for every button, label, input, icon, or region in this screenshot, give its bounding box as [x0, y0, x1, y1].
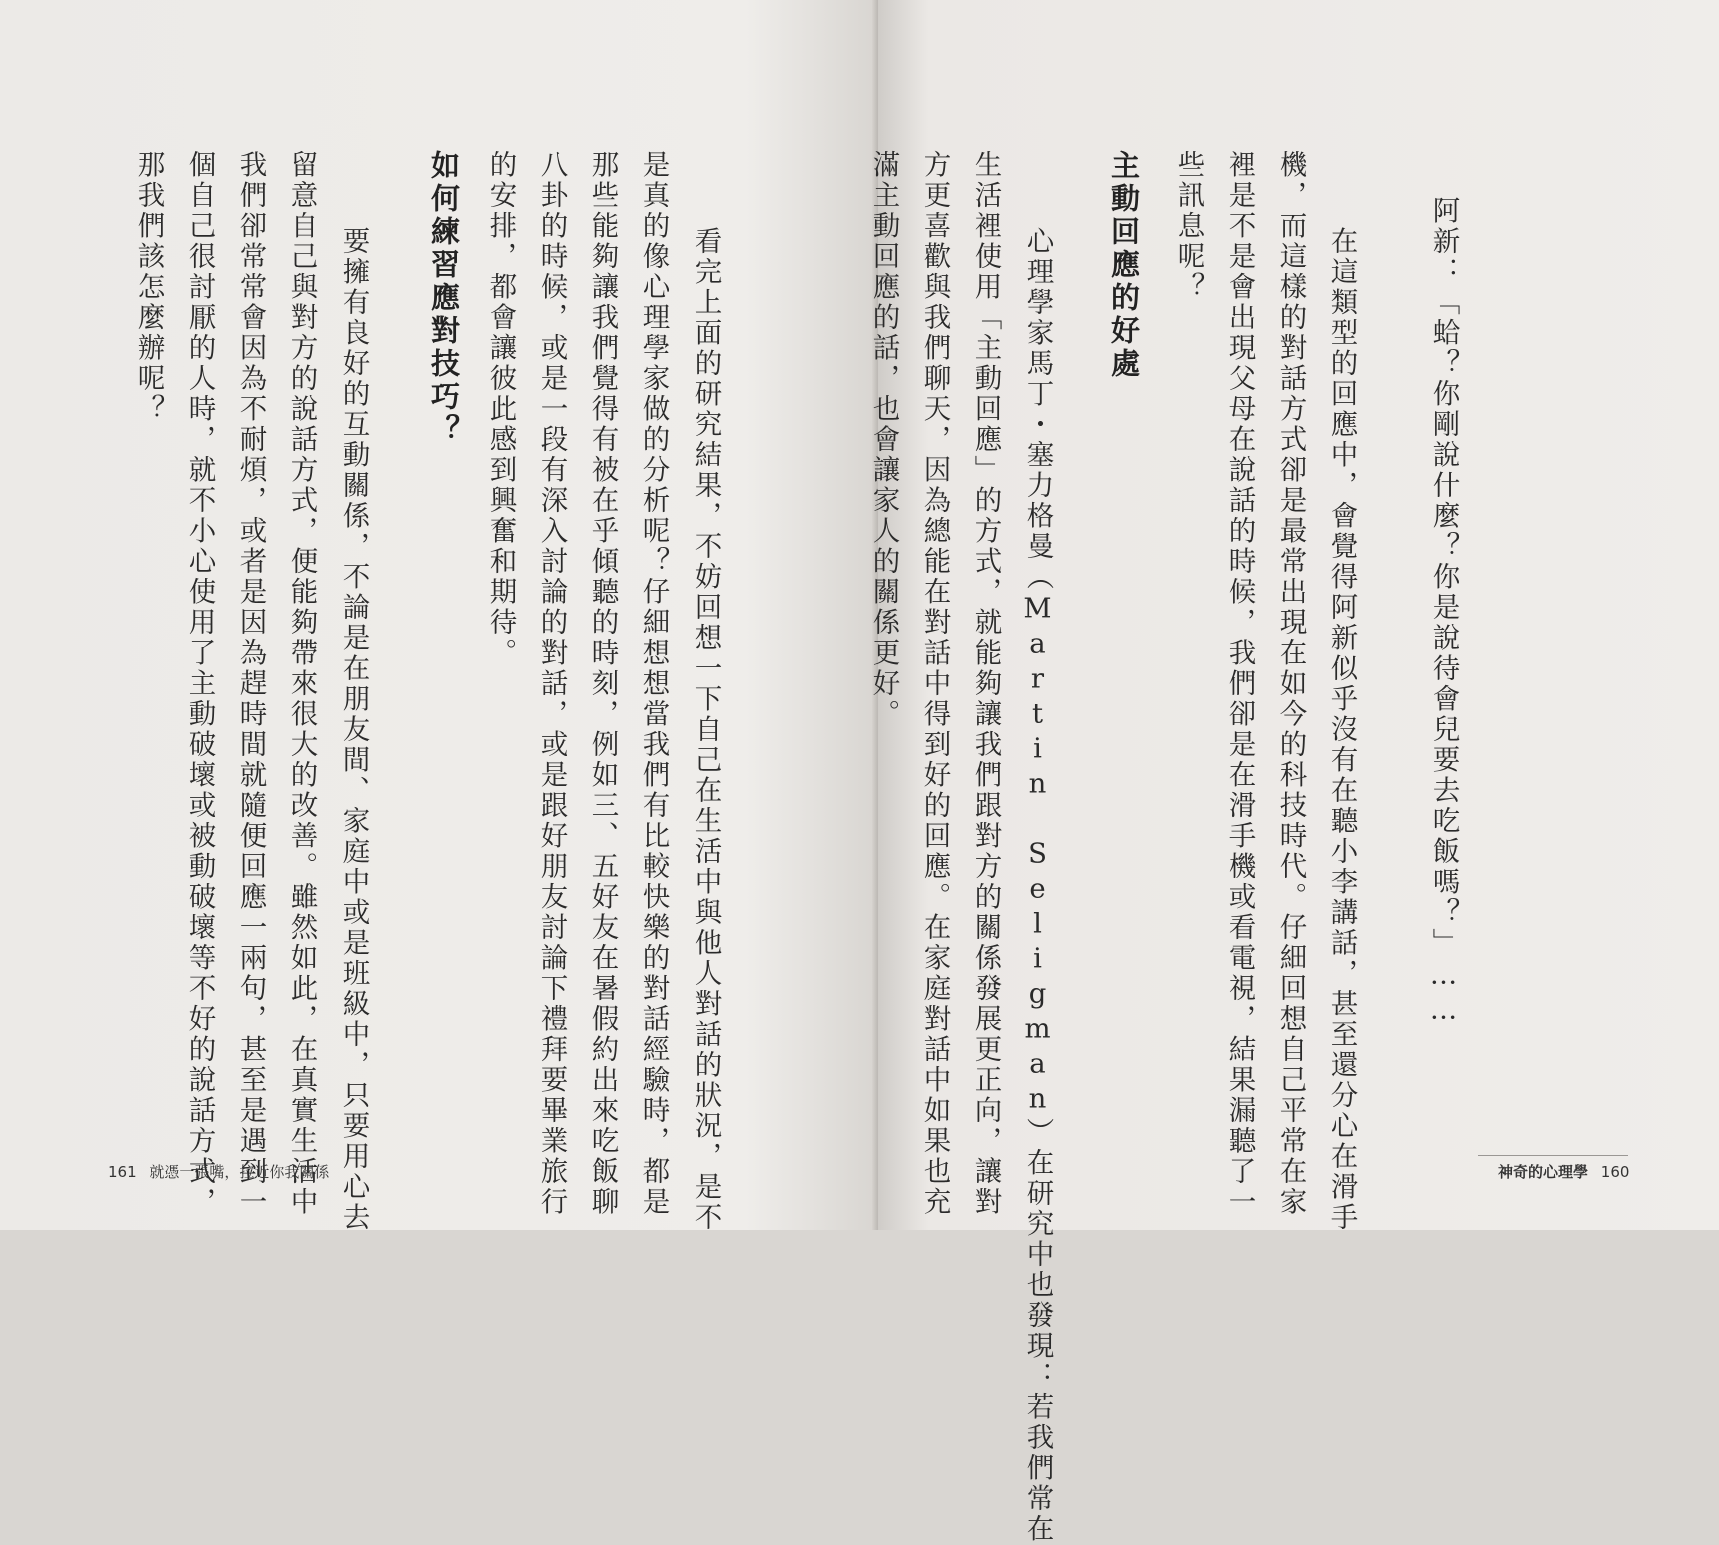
page-footer: [100, 1161, 329, 1182]
paragraph-column: 心理學家馬丁・塞力格曼（Martin Seligman）在研究中也發現：若我們常在: [1021, 196, 1054, 1545]
paragraph-column: 滿主動回應的話，也會讓家人的關係更好。: [867, 150, 900, 730]
section-heading: 如何練習應對技巧？: [427, 150, 461, 447]
page-number: 160: [1600, 1163, 1630, 1181]
paragraph-column: 我們卻常常會因為不耐煩，或者是因為趕時間就隨便回應一兩句，甚至是遇到一: [234, 150, 267, 1218]
paragraph-column: 是真的像心理學家做的分析呢？仔細想想當我們有比較快樂的對話經驗時，都是: [637, 150, 670, 1218]
paragraph-column: 看完上面的研究結果，不妨回想一下自己在生活中與他人對話的狀況，是不: [689, 196, 722, 1233]
paragraph-column: 些訊息呢？: [1172, 150, 1205, 303]
paragraph-column: 方更喜歡與我們聊天，因為總能在對話中得到好的回應。在家庭對話中如果也充: [918, 150, 951, 1218]
paragraph-column: 的安排，都會讓彼此感到興奮和期待。: [484, 150, 517, 669]
right-page: [867, 0, 1719, 1545]
paragraph-column: 生活裡使用「主動回應」的方式，就能夠讓我們跟對方的關係發展更正向，讓對: [969, 150, 1002, 1218]
paragraph-column: 機，而這樣的對話方式卻是最常出現在如今的科技時代。仔細回想自己平常在家: [1274, 150, 1307, 1218]
paragraph-column: 那我們該怎麼辦呢？: [132, 150, 165, 425]
paragraph-column: 那些能夠讓我們覺得有被在乎傾聽的時刻，例如三、五好友在暑假約出來吃飯聊: [586, 150, 619, 1218]
paragraph-column: 個自己很討厭的人時，就不小心使用了主動破壞或被動破壞等不好的說話方式，: [183, 150, 216, 1218]
section-heading: 主動回應的好處: [1107, 150, 1141, 381]
paragraph-column: 八卦的時候，或是一段有深入討論的對話，或是跟好朋友討論下禮拜要畢業旅行: [535, 150, 568, 1218]
left-page: [0, 0, 878, 1233]
page-footer: [1498, 1161, 1637, 1182]
page-number: 161: [108, 1163, 137, 1181]
paragraph-column: 要擁有良好的互動關係，不論是在朋友間、家庭中或是班級中，只要用心去: [337, 196, 370, 1233]
paragraph-column: 裡是不是會出現父母在說話的時候，我們卻是在滑手機或看電視，結果漏聽了一: [1223, 150, 1256, 1218]
chapter-title: 就憑一張嘴，拉近你我關係: [149, 1163, 330, 1181]
book-title: 神奇的心理學: [1498, 1163, 1589, 1181]
paragraph-column: 留意自己與對方的說話方式，便能夠帶來很大的改善。雖然如此，在真實生活中: [285, 150, 318, 1218]
paragraph-column: 在這類型的回應中，會覺得阿新似乎沒有在聽小李講話，甚至還分心在滑手: [1325, 196, 1358, 1233]
paragraph-column: 阿新：「蛤？你剛說什麼？你是說待會兒要去吃飯嗎？」……: [1427, 196, 1460, 1029]
footer-rule: [1478, 1155, 1628, 1156]
